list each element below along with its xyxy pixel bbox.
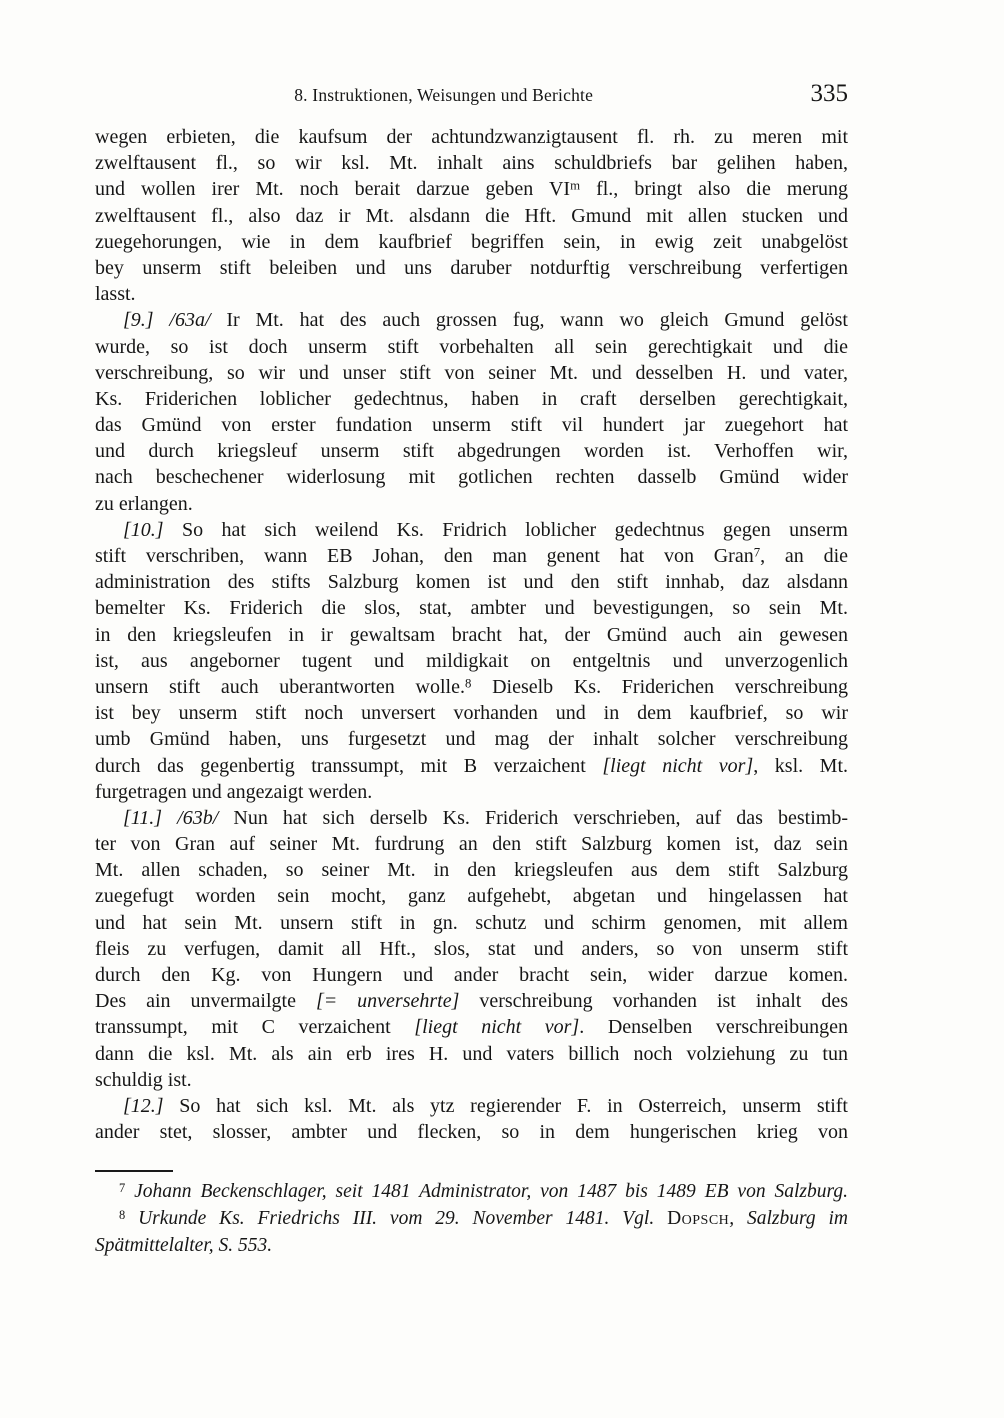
text-line [95,491,848,517]
text-line [95,1014,848,1040]
text-segment: [12.] [123,1094,164,1117]
text-line [95,517,848,543]
text-line [95,281,848,307]
text-line [95,203,848,229]
text-segment: [liegt nicht vor] [602,754,754,777]
text-segment: und wollen irer Mt. noch berait darzue geben VI [95,178,571,201]
text-segment: Spätmittelalter, S. 553. [95,1235,273,1256]
text-segment: wegen erbieten, die kaufsum der achtundzwanzigtausent fl. rh. zu meren mit [95,126,848,148]
text-segment: ter von Gran auf seiner Mt. furdrung an den stift Salzburg komen ist, daz sein [95,833,848,856]
text-line [95,910,848,936]
text-line [95,543,848,569]
footnote-text [95,1178,848,1259]
text-segment: nach beschechener widerlosung mit gotlichen rechten dasselb Gmünd wider [95,466,848,489]
text-line [95,700,848,726]
text-segment: und durch kriegsleuf unserm stift abgedrungen worden ist. Verhoffen wir, [95,440,848,463]
text-line [95,464,848,490]
text-segment: So hat sich ksl. Mt. als ytz regierender F. in Osterreich, unserm stift [163,1094,848,1117]
text-segment: durch das gegenbertig transsumpt, mit B verzaichent [95,754,603,777]
text-segment: stift verschriben, wann EB Johan, den man genent hat von Gran [95,545,754,567]
text-segment: Dieselb Ks. Friderichen verschreibung [471,675,848,698]
text-segment: Des ain unvermailgte [95,990,316,1013]
superscript-ref: m [570,179,581,193]
text-segment: , Salzburg im [729,1208,848,1229]
text-line [95,1119,848,1145]
text-line [95,674,848,700]
footnote-separator-rule [95,1170,173,1172]
text-segment: zuegehorungen, wie in dem kaufbrief begriffen sein, in ewig zeit unabgelöst [95,230,848,253]
text-line [95,726,848,752]
page-number: 335 [810,80,848,107]
text-segment: und hat sein Mt. unsern stift in gn. schutz und schirm genomen, mit allem [95,911,848,934]
text-segment: fleis zu verfugen, damit all Hft., slos, stat und anders, so von unserm stift [95,937,848,960]
text-segment: durch den Kg. von Hungern und ander bracht sein, wider darzue komen. [95,964,848,986]
text-segment: , ksl. Mt. [753,754,849,777]
body-text [95,124,848,1145]
text-segment: zuegefugt worden sein mocht, ganz aufgehebt, abgetan und hingelassen hat [95,885,848,908]
text-segment: zwelftausent fl., so wir ksl. Mt. inhalt ains schuldbriefs bar gelihen haben, [95,152,848,175]
text-line [95,307,848,333]
text-segment: Dopsch [667,1208,730,1229]
text-segment: Nun hat sich derselb Ks. Friderich verschrieben, auf das bestimb- [218,806,848,829]
text-line [95,229,848,255]
text-line [95,334,848,360]
text-line [95,1041,848,1067]
superscript-ref: 8 [119,1207,126,1222]
text-segment: , an die [760,545,849,567]
text-line [95,569,848,595]
text-segment: Ks. Friderichen loblicher gedechtnus, haben in craft derselben gerechtigkait, [95,387,848,410]
footnotes-section [95,1170,848,1259]
text-segment: schuldig ist. [95,1068,192,1091]
text-segment: . Denselben verschreibungen [579,1016,848,1039]
footnote-line [95,1178,848,1205]
text-line [95,857,848,883]
footnote-line [95,1205,848,1232]
running-title: 8. Instruktionen, Weisungen und Berichte [294,85,594,105]
text-segment: [9.] /63a/ [123,309,211,332]
text-segment: zwelftausent fl., also daz ir Mt. alsdann die Hft. Gmund mit allen stucken und [95,204,848,227]
text-segment: [11.] /63b/ [123,806,219,829]
text-segment: fl., bringt also die merung [580,178,849,201]
text-segment: unsern stift auch uberantworten wolle. [95,675,465,698]
text-segment: Urkunde Ks. Friedrichs III. vom 29. November 1481. Vgl. [125,1208,668,1229]
text-segment: [liegt nicht vor] [414,1016,580,1039]
text-line [95,962,848,988]
text-segment: Ir Mt. hat des auch grossen fug, wann wo gleich Gmund gelöst [210,309,848,332]
text-segment: ander stet, slosser, ambter und flecken, so in dem hungerischen krieg von [95,1121,848,1144]
text-line [95,883,848,909]
text-segment: verschreibung vorhanden ist inhalt des [459,990,848,1013]
text-segment: das Gmünd von erster fundation unserm stift vil hundert jar zuegehort hat [95,414,848,437]
text-segment: Mt. allen schaden, so seiner Mt. in den kriegsleufen aus dem stift Salzburg [95,859,848,882]
footnote-line [95,1232,848,1259]
superscript-ref: 8 [464,676,472,691]
text-line [95,648,848,674]
text-line [95,988,848,1014]
text-segment: in den kriegsleufen in ir gewaltsam bracht hat, der Gmünd auch ain gewesen [95,623,848,646]
page-header [95,0,848,112]
superscript-ref: 7 [753,545,761,560]
text-line [95,438,848,464]
text-line [95,753,848,779]
text-segment: umb Gmünd haben, uns furgesetzt und mag der inhalt solcher verschreibung [95,728,848,751]
text-line [95,150,848,176]
text-segment: lasst. [95,283,136,306]
text-line [95,176,848,202]
text-segment: wurde, so ist doch unserm stift vorbehalten all sein gerechtigkait und die [95,335,848,358]
text-segment: zu erlangen. [95,492,193,515]
superscript-ref: 7 [119,1180,126,1195]
text-segment: Johann Beckenschlager, seit 1481 Administrator, von 1487 bis 1489 EB von Salzburg. [125,1181,848,1202]
text-segment: ist, aus angeborner tugent und mildigkait on entgeltnis und unverzogenlich [95,649,848,672]
text-line [95,255,848,281]
text-line [95,412,848,438]
text-segment: transsumpt, mit C verzaichent [95,1016,415,1039]
text-line [95,831,848,857]
text-line [95,1093,848,1119]
text-line [95,1067,848,1093]
text-line [95,805,848,831]
text-line [95,595,848,621]
text-segment: [= unversehrte] [315,990,460,1013]
text-segment: bey unserm stift beleiben und uns daruber notdurftig verschreibung verfertigen [95,256,848,279]
text-line [95,936,848,962]
text-segment: So hat sich weilend Ks. Fridrich loblicher gedechtnus gegen unserm [163,518,848,541]
text-segment: verschreibung, so wir und unser stift von seiner Mt. und desselben H. und vater, [95,361,848,384]
text-segment: dann die ksl. Mt. als ain erb ires H. und vaters billich noch volziehung zu tun [95,1042,848,1065]
text-line [95,779,848,805]
text-line [95,386,848,412]
text-segment: furgetragen und angezaigt werden. [95,780,373,803]
text-segment: [10.] [123,518,164,541]
text-line [95,124,848,150]
text-segment: administration des stifts Salzburg komen ist und den stift innhab, daz alsdann [95,571,848,594]
text-line [95,622,848,648]
text-line [95,360,848,386]
text-segment: ist bey unserm stift noch unversert vorhanden und in dem kaufbrief, so wir [95,702,848,725]
text-segment: bemelter Ks. Friderich die slos, stat, ambter und bevestigungen, so sein Mt. [95,597,848,620]
